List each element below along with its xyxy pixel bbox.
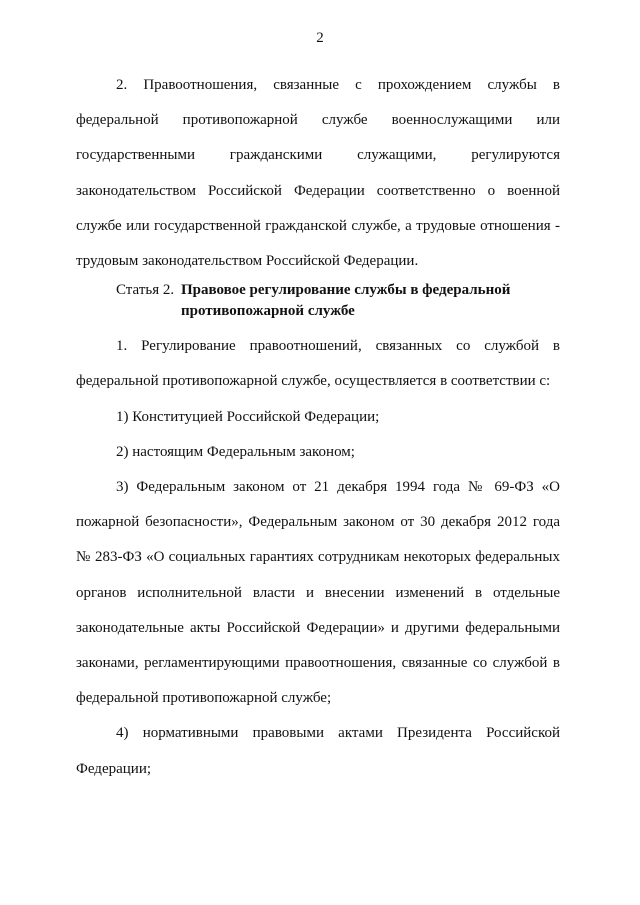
article-label: Статья 2. — [116, 282, 175, 299]
list-item-constitution: 1) Конституцией Российской Федерации; — [116, 408, 380, 425]
list-item-federal-laws: 3) Федеральным законом от 21 декабря 1994 года № 69-ФЗ «О пожарной безопасности», Федеральным законом от 30 декабря 2012 года № 283-ФЗ «О социальных гарантиях сотрудникам некоторых федеральных органов исполнительной власти и внесении изменений в отдельные законодательные акты Российской Федерации» и другими федеральными законами, регламентирующими правоотношения, связанные со службой в федеральной противопожарной службе; — [76, 479, 560, 707]
list-item-this-law: 2) настоящим Федеральным законом; — [116, 443, 355, 460]
article-title-line-1: Правовое регулирование службы в федеральной — [181, 282, 511, 299]
paragraph-legal-relations: 2. Правоотношения, связанные с прохождением службы в федеральной противопожарной службе военнослужащими или государственными гражданскими служащими, регулируются законодательством Российской Федерации соответственно о военной службе или государственной гражданской службе, а трудовые отношения - трудовым законодательством Российской Федерации. — [76, 77, 560, 270]
article-heading — [116, 280, 560, 322]
page-number: 2 — [316, 30, 324, 46]
list-item-president-acts: 4) нормативными правовыми актами Президента Российской Федерации; — [76, 725, 560, 777]
paragraph-regulation: 1. Регулирование правоотношений, связанных со службой в федеральной противопожарной службе, осуществляется в соответствии с: — [76, 338, 560, 390]
document-body — [76, 68, 560, 787]
article-title — [181, 280, 560, 322]
article-title-line-2: противопожарной службе — [181, 303, 355, 320]
